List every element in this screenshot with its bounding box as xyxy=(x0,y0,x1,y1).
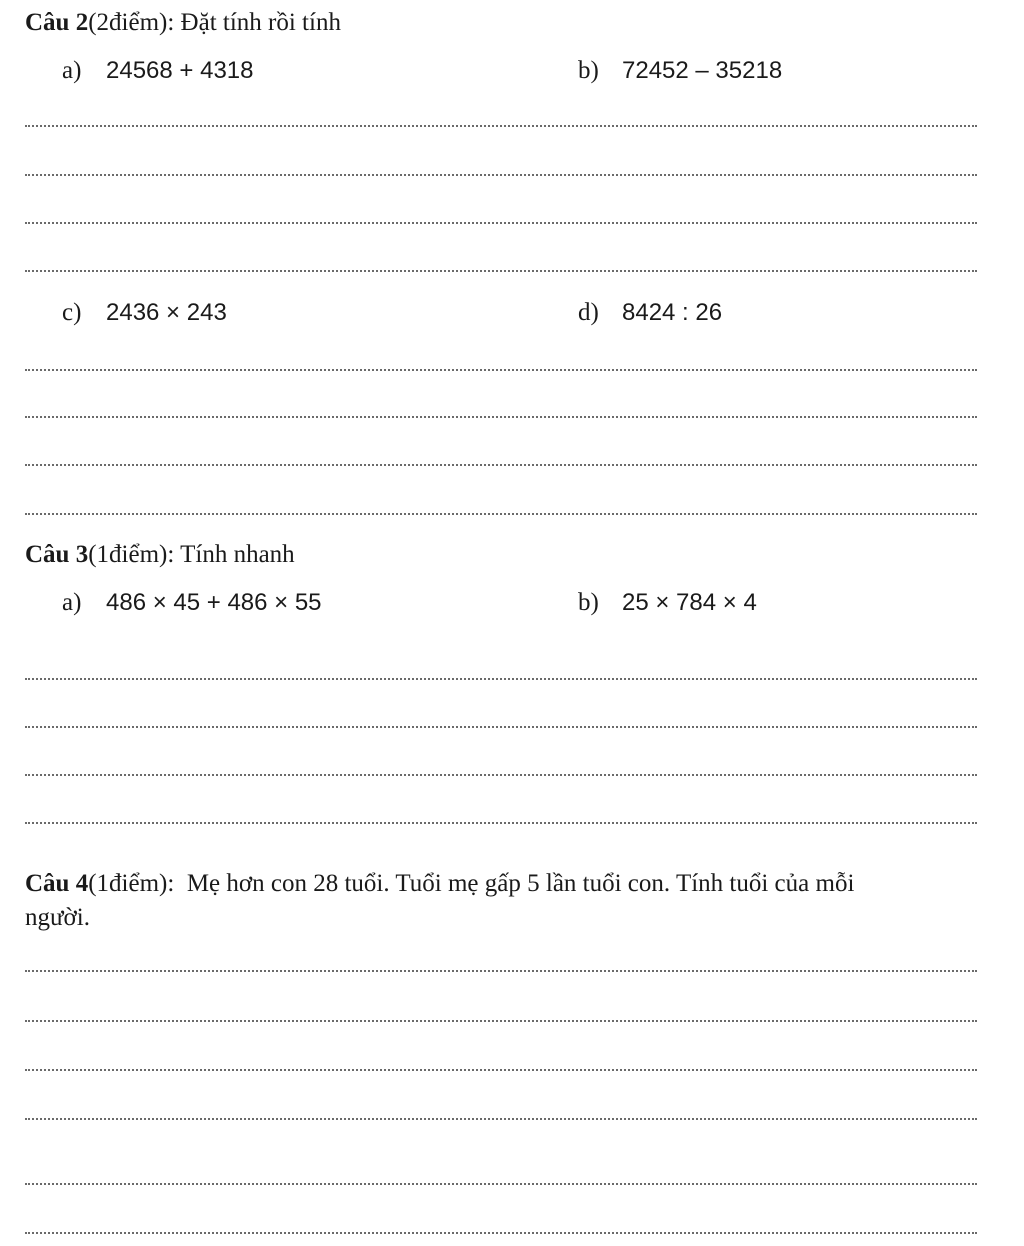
question-4-text: Mẹ hơn con 28 tuổi. Tuổi mẹ gấp 5 lần tuổi con. Tính tuổi của mỗi xyxy=(186,870,855,897)
answer-line[interactable] xyxy=(25,222,977,224)
question-4-title: (1điểm): xyxy=(88,870,175,897)
question-3-problem-b xyxy=(578,588,757,618)
question-3-problem-a xyxy=(62,588,322,618)
problem-expression: 24568 + 4318 xyxy=(106,57,254,84)
problem-label: b) xyxy=(578,589,599,616)
question-4-paragraph xyxy=(25,867,985,935)
question-2-problem-b xyxy=(578,56,782,86)
problem-label: b) xyxy=(578,57,599,84)
answer-line[interactable] xyxy=(25,270,977,272)
question-4-number: Câu 4 xyxy=(25,870,89,897)
answer-line[interactable] xyxy=(25,1183,977,1185)
problem-expression: 486 × 45 + 486 × 55 xyxy=(106,589,322,616)
problem-expression: 72452 – 35218 xyxy=(622,57,783,84)
answer-line[interactable] xyxy=(25,1069,977,1071)
problem-expression: 2436 × 243 xyxy=(106,299,227,326)
problem-expression: 8424 : 26 xyxy=(622,299,723,326)
question-2-problem-a xyxy=(62,56,253,86)
answer-line[interactable] xyxy=(25,513,977,515)
problem-label: d) xyxy=(578,299,599,326)
answer-line[interactable] xyxy=(25,1020,977,1022)
answer-line[interactable] xyxy=(25,416,977,418)
question-2-problem-d xyxy=(578,298,722,328)
answer-line[interactable] xyxy=(25,678,977,680)
answer-line[interactable] xyxy=(25,174,977,176)
question-3-heading xyxy=(25,540,295,570)
problem-label: a) xyxy=(62,57,82,84)
answer-line[interactable] xyxy=(25,369,977,371)
question-2-title: (2điểm): Đặt tính rồi tính xyxy=(88,9,341,36)
answer-line[interactable] xyxy=(25,822,977,824)
problem-expression: 25 × 784 × 4 xyxy=(622,589,757,616)
question-3-title: (1điểm): Tính nhanh xyxy=(88,541,295,568)
question-4-line-1 xyxy=(25,867,985,901)
question-2-problem-c xyxy=(62,298,227,328)
problem-label: a) xyxy=(62,589,82,616)
answer-line[interactable] xyxy=(25,970,977,972)
answer-line[interactable] xyxy=(25,464,977,466)
answer-line[interactable] xyxy=(25,1118,977,1120)
question-3-number: Câu 3 xyxy=(25,541,89,568)
answer-line[interactable] xyxy=(25,125,977,127)
question-4-line-2: người. xyxy=(25,904,90,931)
question-2-number: Câu 2 xyxy=(25,9,89,36)
question-2-heading xyxy=(25,8,341,38)
problem-label: c) xyxy=(62,299,82,326)
answer-line[interactable] xyxy=(25,774,977,776)
answer-line[interactable] xyxy=(25,1232,977,1234)
answer-line[interactable] xyxy=(25,726,977,728)
